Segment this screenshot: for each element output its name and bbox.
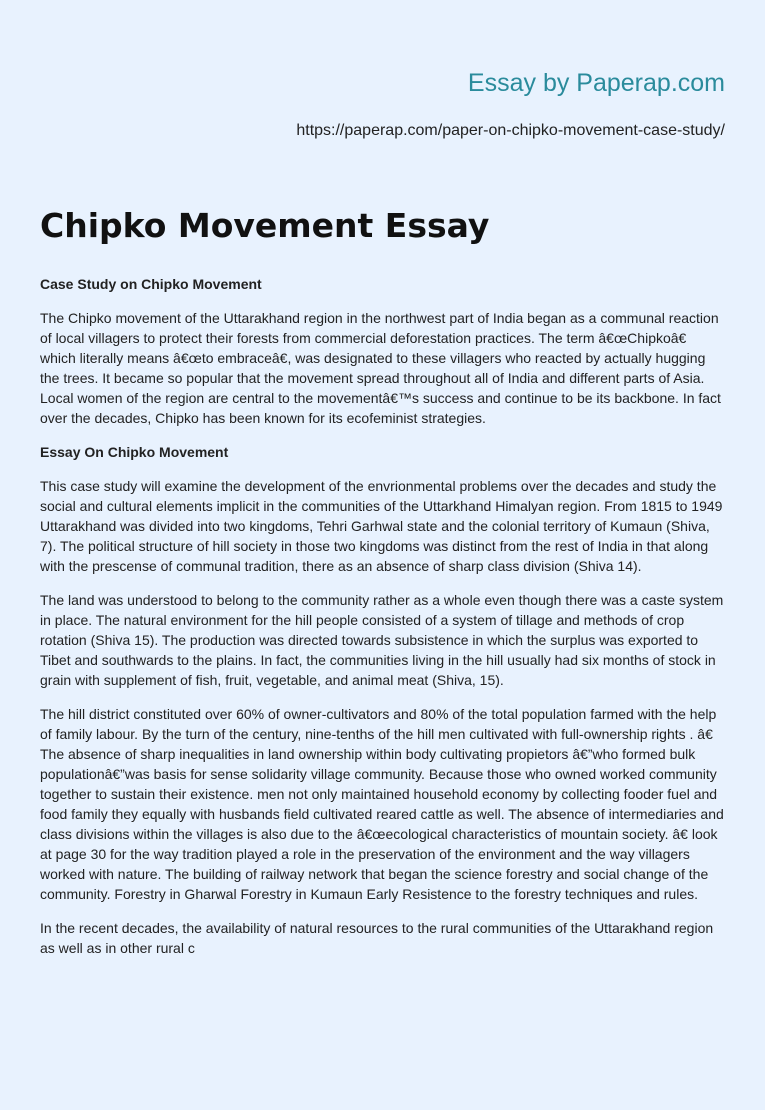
site-header xyxy=(40,0,725,142)
paragraph-1: The Chipko movement of the Uttarakhand region in the northwest part of India began as a communal reaction of local villagers to protect their forests from commercial deforestation practices. The term â€œChipkoâ€ which literally means â€œto embraceâ€, was designated to these villagers who reacted by actually hugging the trees. It became so popular that the movement spread throughout all of India and different parts of Asia. Local women of the region are central to the movementâ€™s success and continue to be its backbone. In fact over the decades, Chipko has been known for its ecofeminist strategies. xyxy=(40,310,721,426)
paragraph-4: The hill district constituted over 60% of owner-cultivators and 80% of the total population farmed with the help of family labour. By the turn of the century, nine-tenths of the hill men cultivated with full-ownership rights . â€ The absence of sharp inequalities in land ownership within body cultivating propietors â€”who formed bulk populationâ€”was basis for sense solidarity village community. Because those who owned worked community together to sustain their existence. men not only maintained household economy by collecting fooder fuel and food family they equally with husbands field cultivated reared cattle as well. The absence of intermediaries and class divisions within the villages is also due to the â€œecological characteristics of mountain society. â€ look at page 30 for the way tradition played a role in the preservation of the environment and the way villagers worked with nature. The building of railway network that began the science forestry and social change of the community. Forestry in Gharwal Forestry in Kumaun Early Resistence to the forestry techniques and rules. xyxy=(40,706,724,902)
essay-title: Chipko Movement Essay xyxy=(40,206,490,245)
paragraph-3: The land was understood to belong to the community rather as a whole even though there was a caste system in place. The natural environment for the hill people consisted of a system of tillage and methods of crop rotation (Shiva 15). The production was directed towards subsistence in which the surplus was exported to Tibet and southwards to the plains. In fact, the communities living in the hill usually had six months of stock in grain with supplement of fish, fruit, vegetable, and animal meat (Shiva, 15). xyxy=(40,592,724,688)
source-url: https://paperap.com/paper-on-chipko-movement-case-study/ xyxy=(296,122,725,139)
section-heading-case-study: Case Study on Chipko Movement xyxy=(40,276,262,292)
paragraph-2: This case study will examine the development of the envrionmental problems over the decades and study the social and cultural elements implicit in the communities of the Uttarkhand Himalyan region. From 1815 to 1949 Uttarakhand was divided into two kingdoms, Tehri Garhwal state and the colonial territory of Kumaun (Shiva, 7). The political structure of hill society in those two kingdoms was distinct from the rest of India in that along with the prescense of communal tradition, there as an absence of sharp class division (Shiva 14). xyxy=(40,478,723,574)
section-heading-essay: Essay On Chipko Movement xyxy=(40,444,229,460)
brand-link[interactable]: Essay by Paperap.com xyxy=(467,69,725,97)
essay-body xyxy=(40,274,725,958)
paragraph-5: In the recent decades, the availability of natural resources to the rural communities of the Uttarakhand region as well as in other rural c xyxy=(40,920,714,956)
